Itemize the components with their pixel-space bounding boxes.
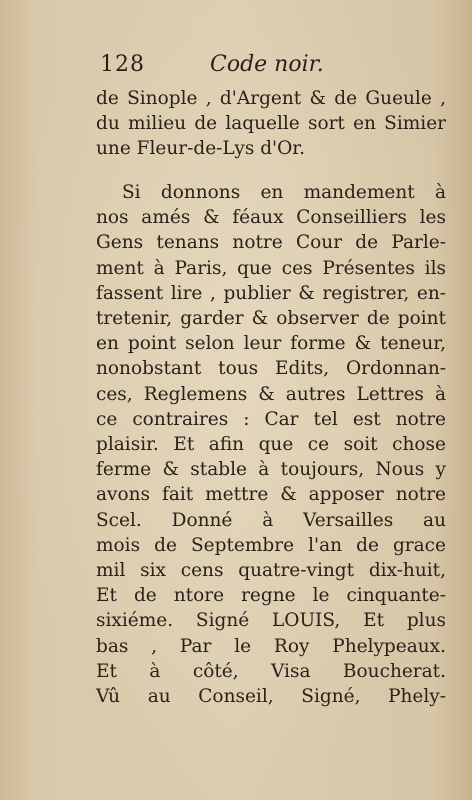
text-line: tretenir, garder & observer de point: [96, 308, 446, 330]
text-line: ce contraires : Car tel est notre: [96, 408, 446, 430]
text-line: Scel. Donné à Versailles au: [96, 509, 446, 531]
text-line: Vû au Conseil, Signé, Phely-: [96, 686, 446, 708]
page-header: [100, 52, 400, 82]
text-line: mil six cens quatre-vingt dix-huit,: [96, 560, 446, 582]
text-line: Gens tenans notre Cour de Parle-: [96, 232, 446, 254]
paragraph-mandement: [96, 180, 446, 709]
text-line: mois de Septembre l'an de grace: [96, 534, 446, 556]
text-line: plaisir. Et afin que ce soit chose: [96, 434, 446, 456]
text-line: du milieu de laquelle sort en Simier: [96, 113, 446, 135]
text-line: bas , Par le Roy Phelypeaux.: [96, 635, 446, 657]
text-line: nos amés & féaux Conseilliers les: [96, 207, 446, 229]
running-title: Code noir.: [210, 52, 324, 77]
paragraph-continuation: [96, 86, 446, 162]
text-line: avons fait mettre & apposer notre: [96, 484, 446, 506]
text-line: fassent lire , publier & registrer, en-: [96, 282, 446, 304]
text-line: ment à Paris, que ces Présentes ils: [96, 257, 446, 279]
text-line: Et de ntore regne le cinquante-: [96, 585, 446, 607]
text-line: ces, Reglemens & autres Lettres à: [96, 383, 446, 405]
text-line: de Sinople , d'Argent & de Gueule ,: [96, 88, 446, 109]
text-line: Et à côté, Visa Boucherat.: [96, 660, 446, 682]
text-line: sixiéme. Signé LOUIS, Et plus: [96, 610, 446, 632]
text-line: en point selon leur forme & teneur,: [96, 333, 446, 355]
text-line: nonobstant tous Edits, Ordonnan-: [96, 358, 446, 380]
text-line: ferme & stable à toujours, Nous y: [96, 459, 446, 481]
text-line: Si donnons en mandement à: [122, 182, 446, 203]
text-line: une Fleur-de-Lys d'Or.: [96, 138, 305, 160]
page-number: 128: [100, 52, 145, 77]
